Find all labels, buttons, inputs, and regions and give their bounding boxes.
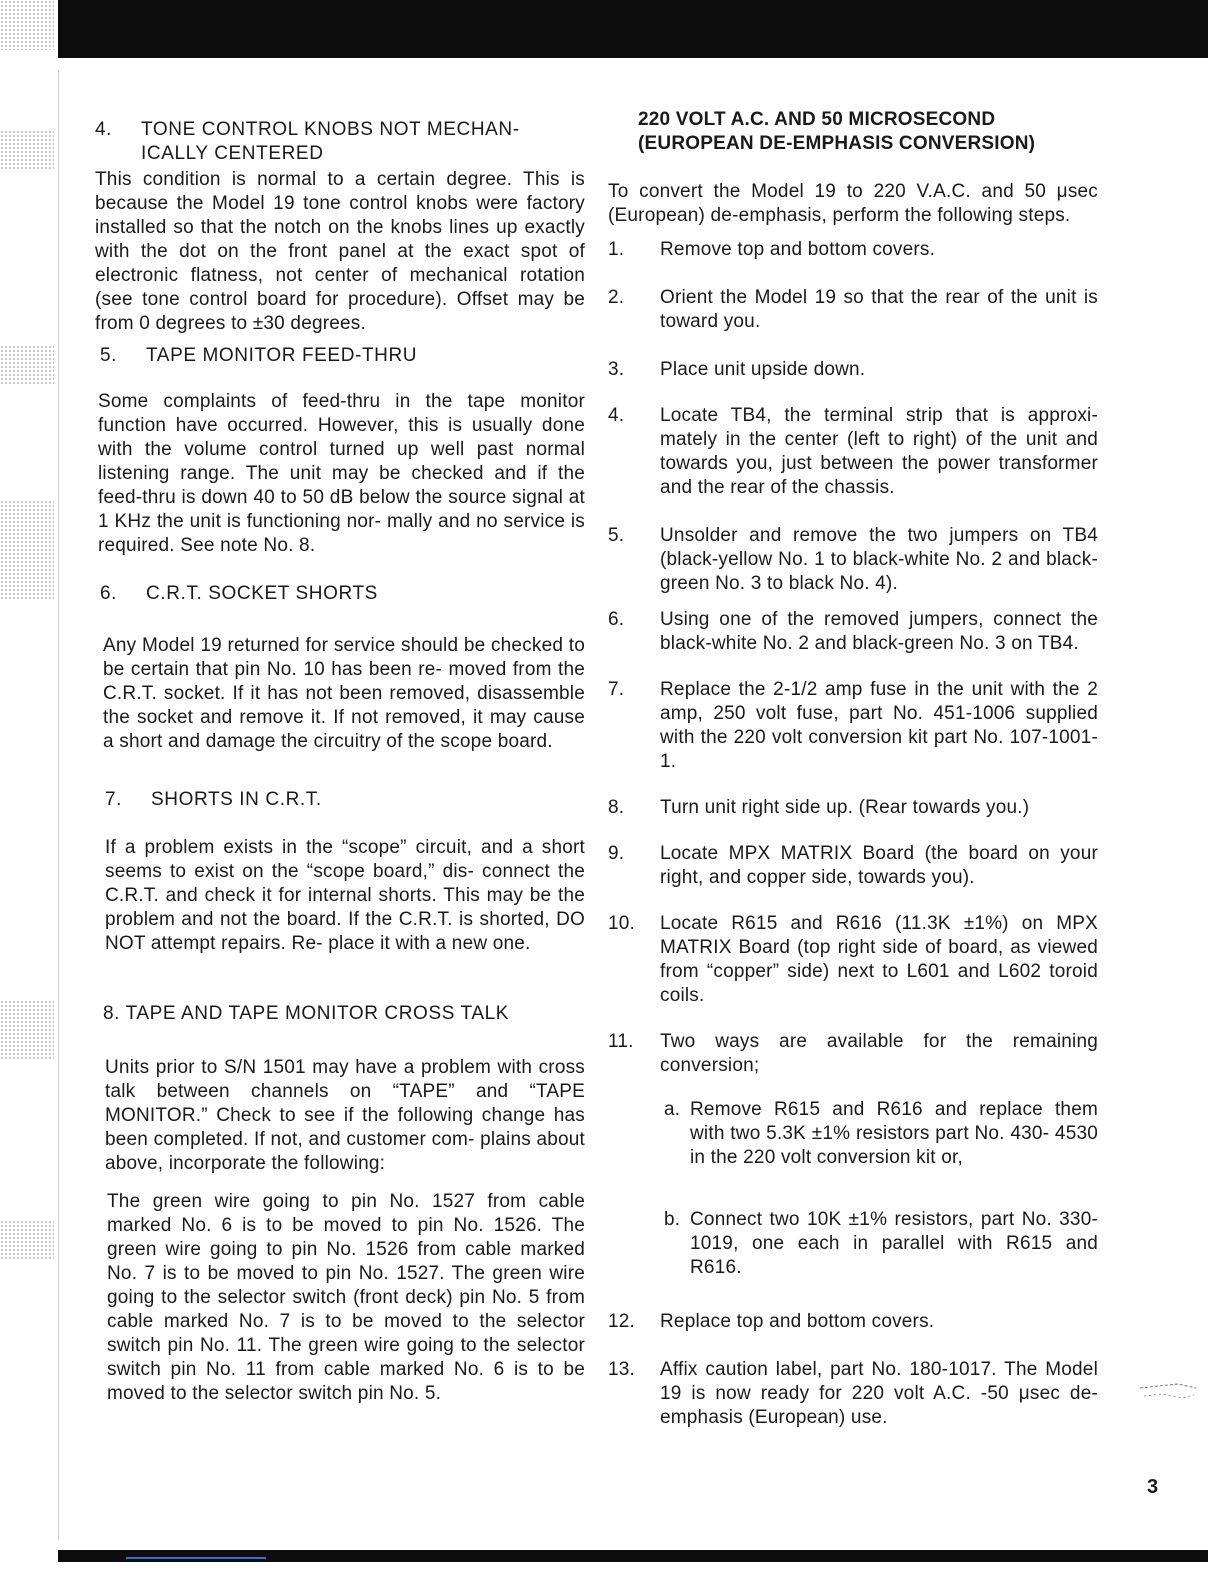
step-text: Locate R615 and R616 (11.3K ±1%) on MPX MATRIX Board (top right side of board, as viewed from “copper” side) next to L601 and L602 toroid coils. xyxy=(660,913,1098,1006)
step-text: Two ways are available for the remaining conversion; xyxy=(660,1031,1098,1076)
step-1 xyxy=(608,238,1098,262)
section-8-heading: 8. TAPE AND TAPE MONITOR CROSS TALK xyxy=(103,1003,510,1024)
section-7-body: If a problem exists in the “scope” circuit, and a short seems to exist on the “scope board,” dis- connect the C.R.T. and check it for internal shorts. This may be the problem and not the board. If the C.R.T. is shorted, DO NOT attempt repairs. Re- place it with a new one. xyxy=(105,837,585,954)
step-text: Orient the Model 19 so that the rear of the unit is toward you. xyxy=(660,287,1098,332)
section-7-heading xyxy=(95,788,585,812)
substep-text: Connect two 10K ±1% resistors, part No. 330-1019, one each in parallel with R615 and R616. xyxy=(690,1209,1098,1278)
step-number: 3. xyxy=(608,359,625,380)
step-text: Affix caution label, part No. 180-1017. The Model 19 is now ready for 220 volt A.C. -50 μsec de-emphasis (European) use. xyxy=(660,1359,1098,1428)
section-6-body: Any Model 19 returned for service should be checked to be certain that pin No. 10 has been re- moved from the C.R.T. socket. If it has not been removed, disassemble the socket and remove it. If not removed, it may cause a short and damage the circuitry of the scope board. xyxy=(103,635,585,752)
step-number: 1. xyxy=(608,239,625,260)
step-3 xyxy=(608,358,1098,382)
scan-artifact xyxy=(0,1220,54,1260)
right-column xyxy=(608,108,1098,1430)
substep-a xyxy=(664,1098,1098,1170)
section-title: TAPE MONITOR FEED-THRU xyxy=(146,345,418,366)
section-8-body-2: The green wire going to pin No. 1527 from cable marked No. 6 is to be moved to pin No. 1526. The green wire going to pin No. 1526 from cable marked No. 7 is to be moved to pin No. 1527. The green wire going to the selector switch (front deck) pin No. 5 from cable marked No. 7 is to be moved to the selector switch pin No. 11. The green wire going to the selector switch pin No. 11 from cable marked No. 6 is to be moved to the selector switch pin No. 5. xyxy=(107,1191,585,1404)
step-text: Remove top and bottom covers. xyxy=(660,239,936,260)
step-text: Place unit upside down. xyxy=(660,359,866,380)
section-5-body: Some complaints of feed-thru in the tape monitor function have occurred. However, this is usually done with the volume control turned up well past normal listening range. The unit may be checked and if the feed-thru is down 40 to 50 dB below the source signal at 1 KHz the unit is functioning nor- mally and no service is required. See note No. 8. xyxy=(98,391,585,556)
section-number: 4. xyxy=(95,119,113,140)
top-black-bar xyxy=(58,0,1208,58)
step-number: 10. xyxy=(608,913,636,934)
step-number: 4. xyxy=(608,405,625,426)
section-5-heading xyxy=(95,344,585,368)
step-5 xyxy=(608,524,1098,596)
step-10 xyxy=(608,912,1098,1008)
step-number: 9. xyxy=(608,843,625,864)
step-number: 2. xyxy=(608,287,625,308)
step-text: Using one of the removed jumpers, connect the black-white No. 2 and black-green No. 3 on TB4. xyxy=(660,609,1098,654)
step-number: 13. xyxy=(608,1359,636,1380)
section-title: SHORTS IN C.R.T. xyxy=(151,789,322,810)
section-title: TONE CONTROL KNOBS NOT MECHAN- ICALLY CENTERED xyxy=(141,119,520,164)
step-number: 7. xyxy=(608,679,625,700)
scan-artifact xyxy=(0,0,54,50)
substep-text: Remove R615 and R616 and replace them with two 5.3K ±1% resistors part No. 430- 4530 in the 220 volt conversion kit or, xyxy=(690,1099,1098,1168)
step-number: 12. xyxy=(608,1311,636,1332)
step-9 xyxy=(608,842,1098,890)
step-text: Locate MPX MATRIX Board (the board on your right, and copper side, towards you). xyxy=(660,843,1098,888)
scan-artifact xyxy=(0,345,54,385)
step-text: Replace top and bottom covers. xyxy=(660,1311,935,1332)
step-13 xyxy=(608,1358,1098,1430)
step-text: Replace the 2-1/2 amp fuse in the unit with the 2 amp, 250 volt fuse, part No. 451-1006 supplied with the 220 volt conversion kit part No. 107-1001-1. xyxy=(660,679,1098,772)
step-2 xyxy=(608,286,1098,334)
section-4-heading xyxy=(95,118,585,166)
section-number: 5. xyxy=(100,345,118,366)
conversion-title xyxy=(608,108,1098,156)
section-title: C.R.T. SOCKET SHORTS xyxy=(146,583,378,604)
step-7 xyxy=(608,678,1098,774)
step-text: Unsolder and remove the two jumpers on TB4 (black-yellow No. 1 to black-white No. 2 and black-green No. 3 to black No. 4). xyxy=(660,525,1098,594)
scan-artifact xyxy=(0,500,54,600)
bottom-black-bar xyxy=(58,1550,1208,1562)
scan-artifact xyxy=(0,1000,54,1060)
step-number: 5. xyxy=(608,525,625,546)
step-number: 11. xyxy=(608,1031,634,1052)
step-4 xyxy=(608,404,1098,500)
step-8 xyxy=(608,796,1098,820)
conversion-title-line-2: (EUROPEAN DE-EMPHASIS CONVERSION) xyxy=(638,133,1036,154)
conversion-steps xyxy=(608,238,1098,1078)
scan-artifact-line xyxy=(126,1557,266,1559)
section-number: 6. xyxy=(100,583,118,604)
step-text: Turn unit right side up. (Rear towards you.) xyxy=(660,797,1030,818)
section-8-body-1: Units prior to S/N 1501 may have a problem with cross talk between channels on “TAPE” and “TAPE MONITOR.” Check to see if the following change has been completed. If not, and customer com- plains about above, incorporate the following: xyxy=(105,1057,585,1174)
binding-edge-line xyxy=(58,70,59,1540)
section-4-body: This condition is normal to a certain degree. This is because the Model 19 tone control knobs were factory installed so that the notch on the knobs lines up exactly with the dot on the front panel at the exact spot of electronic flatness, not center of mechanical rotation (see tone control board for procedure). Offset may be from 0 degrees to ±30 degrees. xyxy=(95,169,585,334)
step-11 xyxy=(608,1030,1098,1078)
conversion-intro: To convert the Model 19 to 220 V.A.C. and 50 μsec (European) de-emphasis, perform the following steps. xyxy=(608,181,1098,226)
scan-smudge xyxy=(1138,1376,1198,1406)
scan-artifact xyxy=(0,130,54,170)
step-12 xyxy=(608,1310,1098,1334)
step-number: 8. xyxy=(608,797,625,818)
substep-letter: b. xyxy=(664,1209,681,1230)
left-column xyxy=(95,118,585,1406)
substep-b xyxy=(664,1208,1098,1280)
substep-letter: a. xyxy=(664,1099,681,1120)
step-6 xyxy=(608,608,1098,656)
section-number: 7. xyxy=(105,789,123,810)
page-number: 3 xyxy=(1147,1476,1159,1498)
conversion-title-line-1: 220 VOLT A.C. AND 50 MICROSECOND xyxy=(638,109,996,130)
section-6-heading xyxy=(95,582,585,606)
step-text: Locate TB4, the terminal strip that is approxi- mately in the center (left to right) of the unit and towards you, just between the power transformer and the rear of the chassis. xyxy=(660,405,1098,498)
step-number: 6. xyxy=(608,609,625,630)
conversion-steps-final xyxy=(608,1310,1098,1430)
